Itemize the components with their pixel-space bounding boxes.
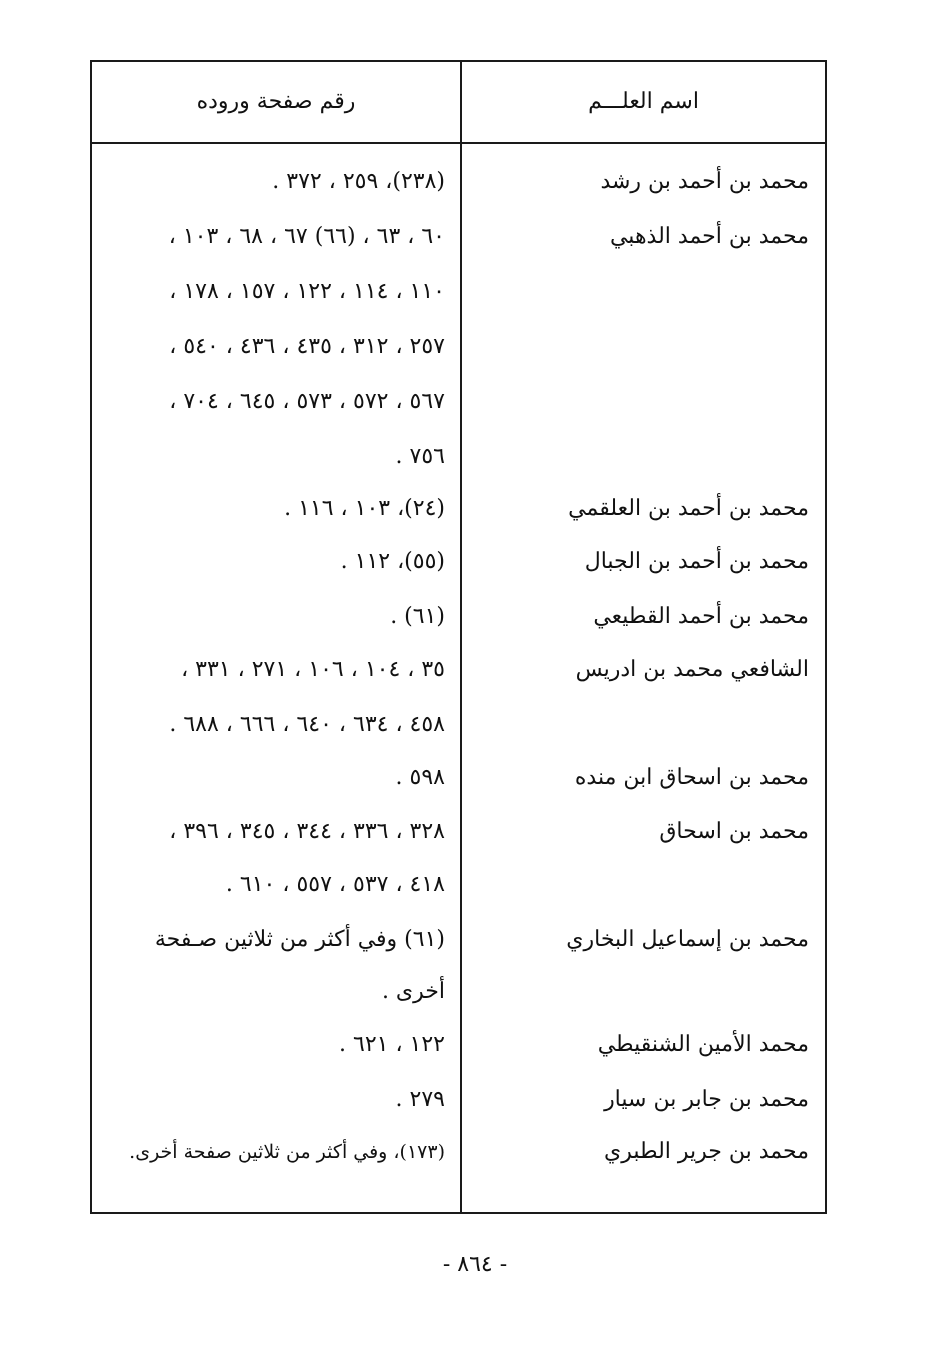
table-row xyxy=(92,705,825,745)
person-name: محمد بن اسحاق xyxy=(659,819,809,844)
table-row xyxy=(92,437,825,477)
table-row xyxy=(92,272,825,312)
table-row xyxy=(92,812,825,852)
person-name: محمد بن أحمد الذهبي xyxy=(609,224,809,249)
person-name: محمد الأمين الشنقيطي xyxy=(597,1032,809,1057)
table-row xyxy=(92,650,825,690)
page-references: (٢٣٨)، ٢٥٩ ، ٣٧٢ . xyxy=(272,169,445,194)
table-row xyxy=(92,758,825,798)
page-references: ٥٦٧ ، ٥٧٢ ، ٥٧٣ ، ٦٤٥ ، ٧٠٤ ، xyxy=(169,389,445,414)
header-name-column: اسم العلـــم xyxy=(588,89,699,114)
table-row xyxy=(92,327,825,367)
person-name: محمد بن أحمد بن الجبال xyxy=(584,549,809,574)
table-row xyxy=(92,865,825,905)
page-references: ٤١٨ ، ٥٣٧ ، ٥٥٧ ، ٦١٠ . xyxy=(225,872,445,897)
index-table xyxy=(90,60,827,1214)
person-name: محمد بن اسحاق ابن منده xyxy=(574,765,809,790)
table-row xyxy=(92,597,825,637)
table-row xyxy=(92,162,825,202)
page-references: ٢٥٧ ، ٣١٢ ، ٤٣٥ ، ٤٣٦ ، ٥٤٠ ، xyxy=(169,334,445,359)
table-row xyxy=(92,217,825,257)
page-references: (٦١) وفي أكثر من ثلاثين صـفحة xyxy=(154,927,445,952)
page-references: ١٢٢ ، ٦٢١ . xyxy=(339,1032,445,1057)
page-references: ٢٧٩ . xyxy=(395,1087,445,1112)
header-divider xyxy=(92,142,825,144)
page-references: (١٧٣)، وفي أكثر من ثلاثين صفحة أخرى. xyxy=(129,1141,445,1163)
table-row xyxy=(92,489,825,529)
page-references: ٦٠ ، ٦٣ ، (٦٦) ٦٧ ، ٦٨ ، ١٠٣ ، xyxy=(168,224,445,249)
page-references: (٢٤)، ١٠٣ ، ١١٦ . xyxy=(284,496,445,521)
page-references: ١١٠ ، ١١٤ ، ١٢٢ ، ١٥٧ ، ١٧٨ ، xyxy=(169,279,445,304)
table-row xyxy=(92,1080,825,1120)
table-row xyxy=(92,1132,825,1172)
page-references: ٣٢٨ ، ٣٣٦ ، ٣٤٤ ، ٣٤٥ ، ٣٩٦ ، xyxy=(169,819,445,844)
page-references: ٧٥٦ . xyxy=(395,444,445,469)
person-name: محمد بن جابر بن سيار xyxy=(604,1087,809,1112)
header-pages-column: رقم صفحة وروده xyxy=(196,89,356,114)
table-row xyxy=(92,972,825,1012)
page-references: ٤٥٨ ، ٦٣٤ ، ٦٤٠ ، ٦٦٦ ، ٦٨٨ . xyxy=(169,712,445,737)
table-row xyxy=(92,382,825,422)
person-name: الشافعي محمد بن ادريس xyxy=(575,657,809,682)
page-references: أخرى . xyxy=(381,979,445,1004)
page-references: ٣٥ ، ١٠٤ ، ١٠٦ ، ٢٧١ ، ٣٣١ ، xyxy=(181,657,445,682)
table-row xyxy=(92,1025,825,1065)
table-row xyxy=(92,920,825,960)
person-name: محمد بن أحمد بن العلقمي xyxy=(568,496,809,521)
person-name: محمد بن أحمد بن رشد xyxy=(600,169,809,194)
person-name: محمد بن أحمد القطيعي xyxy=(593,604,809,629)
page-references: ٥٩٨ . xyxy=(395,765,445,790)
person-name: محمد بن جرير الطبري xyxy=(604,1139,809,1164)
page-references: (٥٥)، ١١٢ . xyxy=(340,549,445,574)
table-row xyxy=(92,542,825,582)
page-references: (٦١) . xyxy=(390,604,445,629)
page-number: - ٨٦٤ - xyxy=(442,1252,508,1277)
person-name: محمد بن إسماعيل البخاري xyxy=(566,927,809,952)
